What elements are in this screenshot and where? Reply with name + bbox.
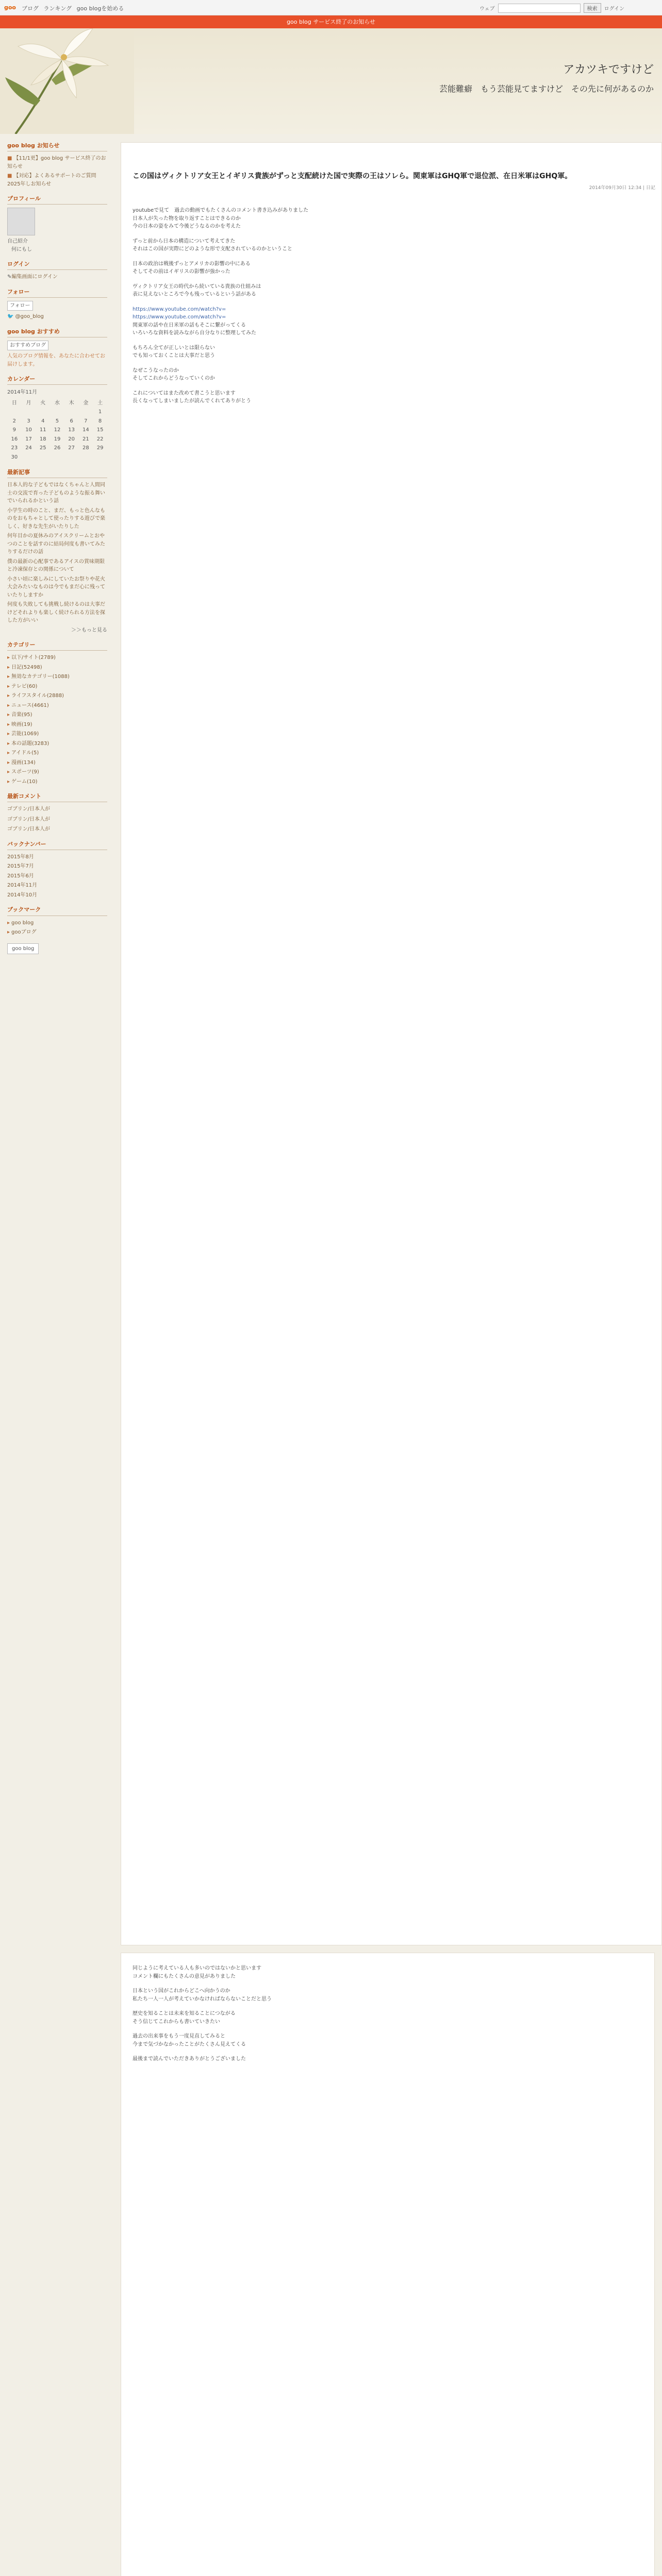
bookmark-item[interactable]: ▸ gooブログ <box>7 929 37 936</box>
entry-paragraph: ずっと前から日本の構造について考えてきた それはこの国が実際にどのような形で支配されているのかということ <box>133 238 292 252</box>
calendar-day[interactable]: 21 <box>82 436 89 442</box>
calendar-day[interactable]: 26 <box>54 445 61 451</box>
bullet-icon: ▸ <box>7 693 10 699</box>
entry-paragraph: 日本の政治は戦後ずっとアメリカの影響の中にある そしてその前はイギリスの影響が強かった <box>133 261 251 275</box>
calendar-day[interactable]: 13 <box>68 427 75 433</box>
recommend-badge[interactable]: おすすめブログ <box>7 341 48 351</box>
avatar <box>7 208 35 235</box>
calendar-day[interactable]: 12 <box>54 427 61 433</box>
comment-item[interactable]: ゴブリン/日本人が <box>7 816 50 822</box>
bullet-icon: ▸ <box>7 929 10 936</box>
twitter-icon: 🐦 <box>7 314 14 320</box>
login-link[interactable]: ログイン <box>604 6 625 12</box>
bullet-icon: ▸ <box>7 683 10 689</box>
calendar-day[interactable]: 27 <box>68 445 75 451</box>
category-item[interactable]: ▸ 以下/サイト(2789) <box>7 655 56 661</box>
recent-item[interactable]: 僕の最新の心配事であるアイスの賞味期限と冷凍保存との関係について <box>7 558 105 573</box>
entry-title[interactable]: この国はヴィクトリア女王とイギリス貴族がずっと支配続けた国で実際の王はソレら。関東軍はGHQ軍で退位派、在日米軍はGHQ軍。 <box>133 172 572 180</box>
recent-item[interactable]: 小さい頃に楽しみにしていたお祭りや花火大会みたいなものは今でもまだ心に残っていたりしますか <box>7 576 105 598</box>
calendar-day[interactable]: 15 <box>96 427 104 433</box>
calendar-day[interactable]: 18 <box>39 436 46 442</box>
recent-item[interactable]: 何年目かの夏休みのアイスクリームとおやつのことを話すのに結局何度も書いてみたりするだけの話 <box>7 533 105 555</box>
entry-paragraph: 日本という国がこれからどこへ向かうのか 私たち一人一人が考えていかなければならないことだと思う <box>133 1988 272 2002</box>
calendar-day[interactable]: 14 <box>82 427 89 433</box>
entry-body-2 <box>133 1964 627 2063</box>
calendar-day[interactable]: 11 <box>39 427 46 433</box>
calendar-day <box>7 408 22 417</box>
calendar-day <box>50 408 64 417</box>
search-option[interactable]: ウェブ <box>479 6 495 12</box>
video-link[interactable]: https://www.youtube.com/watch?v= <box>133 306 226 312</box>
notice-heading: goo blog お知らせ <box>7 140 107 151</box>
calendar-day[interactable]: 23 <box>11 445 18 451</box>
follow-heading: フォロー <box>7 286 107 298</box>
category-item[interactable]: ▸ 映画(19) <box>7 721 32 727</box>
recommend-text: 人気のブログ情報を、あなたに合わせてお届けします。 <box>7 353 105 367</box>
calendar-day <box>22 453 36 462</box>
bookmark-heading: ブックマーク <box>7 904 107 916</box>
video-link[interactable]: https://www.youtube.com/watch?v= <box>133 314 226 320</box>
calendar-day[interactable]: 24 <box>25 445 32 451</box>
entry <box>121 142 662 1945</box>
calendar-day[interactable]: 4 <box>41 418 45 424</box>
top-bar <box>0 0 662 15</box>
calendar-day <box>22 408 36 417</box>
site-title[interactable]: アカツキですけど <box>563 63 654 76</box>
calendar-day[interactable]: 6 <box>70 418 73 424</box>
entry-paragraph: 関東軍の話や在日米軍の話もそこに繋がってくる いろいろな資料を読みながら自分なりに整理してみた <box>133 322 256 336</box>
category-item[interactable]: ▸ 日記(52498) <box>7 664 42 670</box>
calendar-weekday: 土 <box>97 400 103 406</box>
top-link[interactable]: ブログ <box>22 5 39 12</box>
profile-desc: 何にもし <box>11 246 32 252</box>
calendar-day <box>36 408 50 417</box>
category-item[interactable]: ▸ アイドル(5) <box>7 750 39 756</box>
calendar-weekday: 火 <box>40 400 46 406</box>
calendar-day <box>93 453 107 462</box>
search-area <box>479 3 624 13</box>
calendar-weekday: 水 <box>54 400 60 406</box>
backnumber-item[interactable]: 2014年10月 <box>7 892 38 898</box>
comments-heading: 最新コメント <box>7 791 107 802</box>
entry-continued <box>121 1953 655 2576</box>
entry-date: 2014年09月30日 12:34 | 日記 <box>589 185 655 191</box>
category-item[interactable]: ▸ 芸能(1069) <box>7 731 39 737</box>
recent-item[interactable]: 日本人的な子どもではなくちゃんと人間同士の交流で育った子どものような振る舞いでいられるかという話 <box>7 482 105 504</box>
calendar-day <box>64 453 79 462</box>
entry-paragraph: もちろん全てが正しいとは限らない でも知っておくことは大事だと思う <box>133 345 215 359</box>
entry-paragraph: これについてはまた改めて書こうと思います 長くなってしまいましたが読んでくれてありがとう <box>133 390 251 404</box>
bullet-icon: ▸ <box>7 920 10 926</box>
calendar-weekday: 日 <box>11 400 17 406</box>
calendar-day[interactable]: 17 <box>25 436 32 442</box>
profile-name[interactable]: 自己紹介 <box>7 239 28 245</box>
calendar-day <box>79 453 93 462</box>
calendar-day[interactable]: 1 <box>98 409 102 415</box>
bullet-icon: ▸ <box>7 702 10 708</box>
calendar-day[interactable]: 22 <box>96 436 104 442</box>
backnumber-heading: バックナンバー <box>7 839 107 850</box>
login-heading: ログイン <box>7 259 107 270</box>
backnumber-item[interactable]: 2015年8月 <box>7 854 34 860</box>
bullet-icon: ▸ <box>7 778 10 785</box>
sidebar <box>0 135 113 954</box>
bookmark-item[interactable]: ▸ goo blog <box>7 920 34 926</box>
calendar-weekday: 金 <box>83 400 89 406</box>
calendar-day[interactable]: 29 <box>96 445 104 451</box>
category-item[interactable]: ▸ 音楽(95) <box>7 712 32 718</box>
bullet-icon: ▸ <box>7 759 10 766</box>
recent-item[interactable]: 何度も失敗しても挑戦し続けるのは大事だけどそれよりも楽しく続けられる方法を探した方がいい <box>7 602 105 624</box>
calendar-day[interactable]: 16 <box>11 436 18 442</box>
entry-paragraph: ヴィクトリア女王の時代から続いている貴族の仕組みは 表に見えないところで今も残っているという話がある <box>133 283 261 297</box>
category-item[interactable]: ▸ ニュース(4661) <box>7 702 49 708</box>
more-link[interactable]: ＞＞もっと見る <box>71 627 107 633</box>
follow-button[interactable]: フォロー <box>7 301 33 311</box>
calendar-day[interactable]: 30 <box>11 454 18 460</box>
calendar-day[interactable]: 28 <box>82 445 89 451</box>
bullet-icon: ▸ <box>7 750 10 756</box>
recommend-heading: goo blog おすすめ <box>7 326 107 337</box>
comment-item[interactable]: ゴブリン/日本人が <box>7 826 50 833</box>
recent-item[interactable]: 小学生の時のこと、まだ、もっと色んなものをおもちゃとして使ったりする遊びで楽しく、好きな先生がいたりした <box>7 507 105 530</box>
category-item[interactable]: ▸ 本の話題(3283) <box>7 740 49 747</box>
backnumber-item[interactable]: 2015年7月 <box>7 863 34 870</box>
calendar-day[interactable]: 3 <box>27 418 30 424</box>
category-item[interactable]: ▸ ライフスタイル(2888) <box>7 693 64 699</box>
bullet-icon: ▸ <box>7 674 10 680</box>
calendar-title: 2014年11月 <box>7 389 38 396</box>
calendar-day[interactable]: 9 <box>12 427 16 433</box>
calendar-heading: カレンダー <box>7 374 107 385</box>
bullet-icon: ▸ <box>7 664 10 670</box>
notice-item[interactable]: ■ 【対応】よくあるサポートのご質問 2025年しお知らせ <box>7 173 96 187</box>
category-heading: カテゴリー <box>7 639 107 651</box>
category-item[interactable]: ▸ 無効なカテゴリー(1088) <box>7 674 70 680</box>
search-input[interactable] <box>498 4 581 13</box>
entry-body <box>133 207 627 412</box>
entry-paragraph: なぜこうなったのか そしてこれからどうなっていくのか <box>133 367 215 381</box>
bullet-icon: ▸ <box>7 712 10 718</box>
calendar-day[interactable]: 19 <box>54 436 61 442</box>
entry-paragraph: 最後まで読んでいただきありがとうございました <box>133 2056 246 2062</box>
calendar-day[interactable]: 25 <box>39 445 46 451</box>
entry-paragraph: 過去の出来事をもう一度見直してみると 今まで気づかなかったことがたくさん見えてくる <box>133 2033 246 2047</box>
calendar-day[interactable]: 8 <box>98 418 102 424</box>
bullet-icon: ▸ <box>7 731 10 737</box>
recent-heading: 最新記事 <box>7 467 107 478</box>
entry-paragraph: 歴史を知ることは未来を知ることにつながる そう信じてこれからも書いていきたい <box>133 2011 236 2025</box>
entry-paragraph: youtubeで見て 過去の動画でもたくさんのコメント書き込みがありました 日本人が失った物を取り返すことはできるのか 今の日本の姿をみて今後どうなるのかを考えた <box>133 208 309 229</box>
notice-item[interactable]: ■ 【11/1更】goo blog サービス終了のお知らせ <box>7 156 106 170</box>
goo-blog-badge[interactable]: goo blog <box>7 943 39 955</box>
calendar-weekday: 月 <box>26 400 31 406</box>
login-link[interactable]: ✎編集画面にログイン <box>7 274 58 280</box>
bullet-icon: ▸ <box>7 740 10 747</box>
goo-logo[interactable]: goo <box>4 4 16 11</box>
category-item[interactable]: ▸ ゲーム(10) <box>7 778 38 785</box>
calendar-day[interactable]: 10 <box>25 427 32 433</box>
calendar <box>7 388 107 462</box>
bullet-icon: ▸ <box>7 721 10 727</box>
category-item[interactable]: ▸ スポーツ(9) <box>7 769 39 775</box>
backnumber-item[interactable]: 2015年6月 <box>7 873 34 879</box>
bullet-icon: ▸ <box>7 655 10 661</box>
top-links <box>22 4 127 12</box>
entry-paragraph: 同じように考えている人も多いのではないかと思います コメント欄にもたくさんの意見がありました <box>133 1965 261 1979</box>
calendar-day <box>36 453 50 462</box>
calendar-day <box>50 453 64 462</box>
bullet-icon: ▸ <box>7 769 10 775</box>
calendar-day <box>79 408 93 417</box>
calendar-day[interactable]: 5 <box>55 418 59 424</box>
comment-item[interactable]: ゴブリン/日本人が <box>7 806 50 812</box>
backnumber-item[interactable]: 2014年11月 <box>7 883 38 889</box>
profile-heading: プロフィール <box>7 193 107 205</box>
calendar-weekday: 木 <box>69 400 74 406</box>
category-item[interactable]: ▸ テレビ(60) <box>7 683 38 689</box>
calendar-day[interactable]: 2 <box>12 418 16 424</box>
calendar-day[interactable]: 7 <box>84 418 88 424</box>
lily-header-image <box>0 28 134 134</box>
follow-link[interactable]: 🐦 @goo_blog <box>7 314 44 320</box>
site-subtitle: 芸能難癖 もう芸能見てますけど その先に何があるのか <box>439 84 654 94</box>
notice-banner[interactable]: goo blog サービス終了のお知らせ <box>0 15 662 28</box>
category-item[interactable]: ▸ 漫画(134) <box>7 759 36 766</box>
top-link[interactable]: goo blogを始める <box>76 5 124 12</box>
search-button[interactable]: 検索 <box>584 3 601 13</box>
calendar-day <box>64 408 79 417</box>
top-link[interactable]: ランキング <box>43 5 72 12</box>
calendar-day[interactable]: 20 <box>68 436 75 442</box>
